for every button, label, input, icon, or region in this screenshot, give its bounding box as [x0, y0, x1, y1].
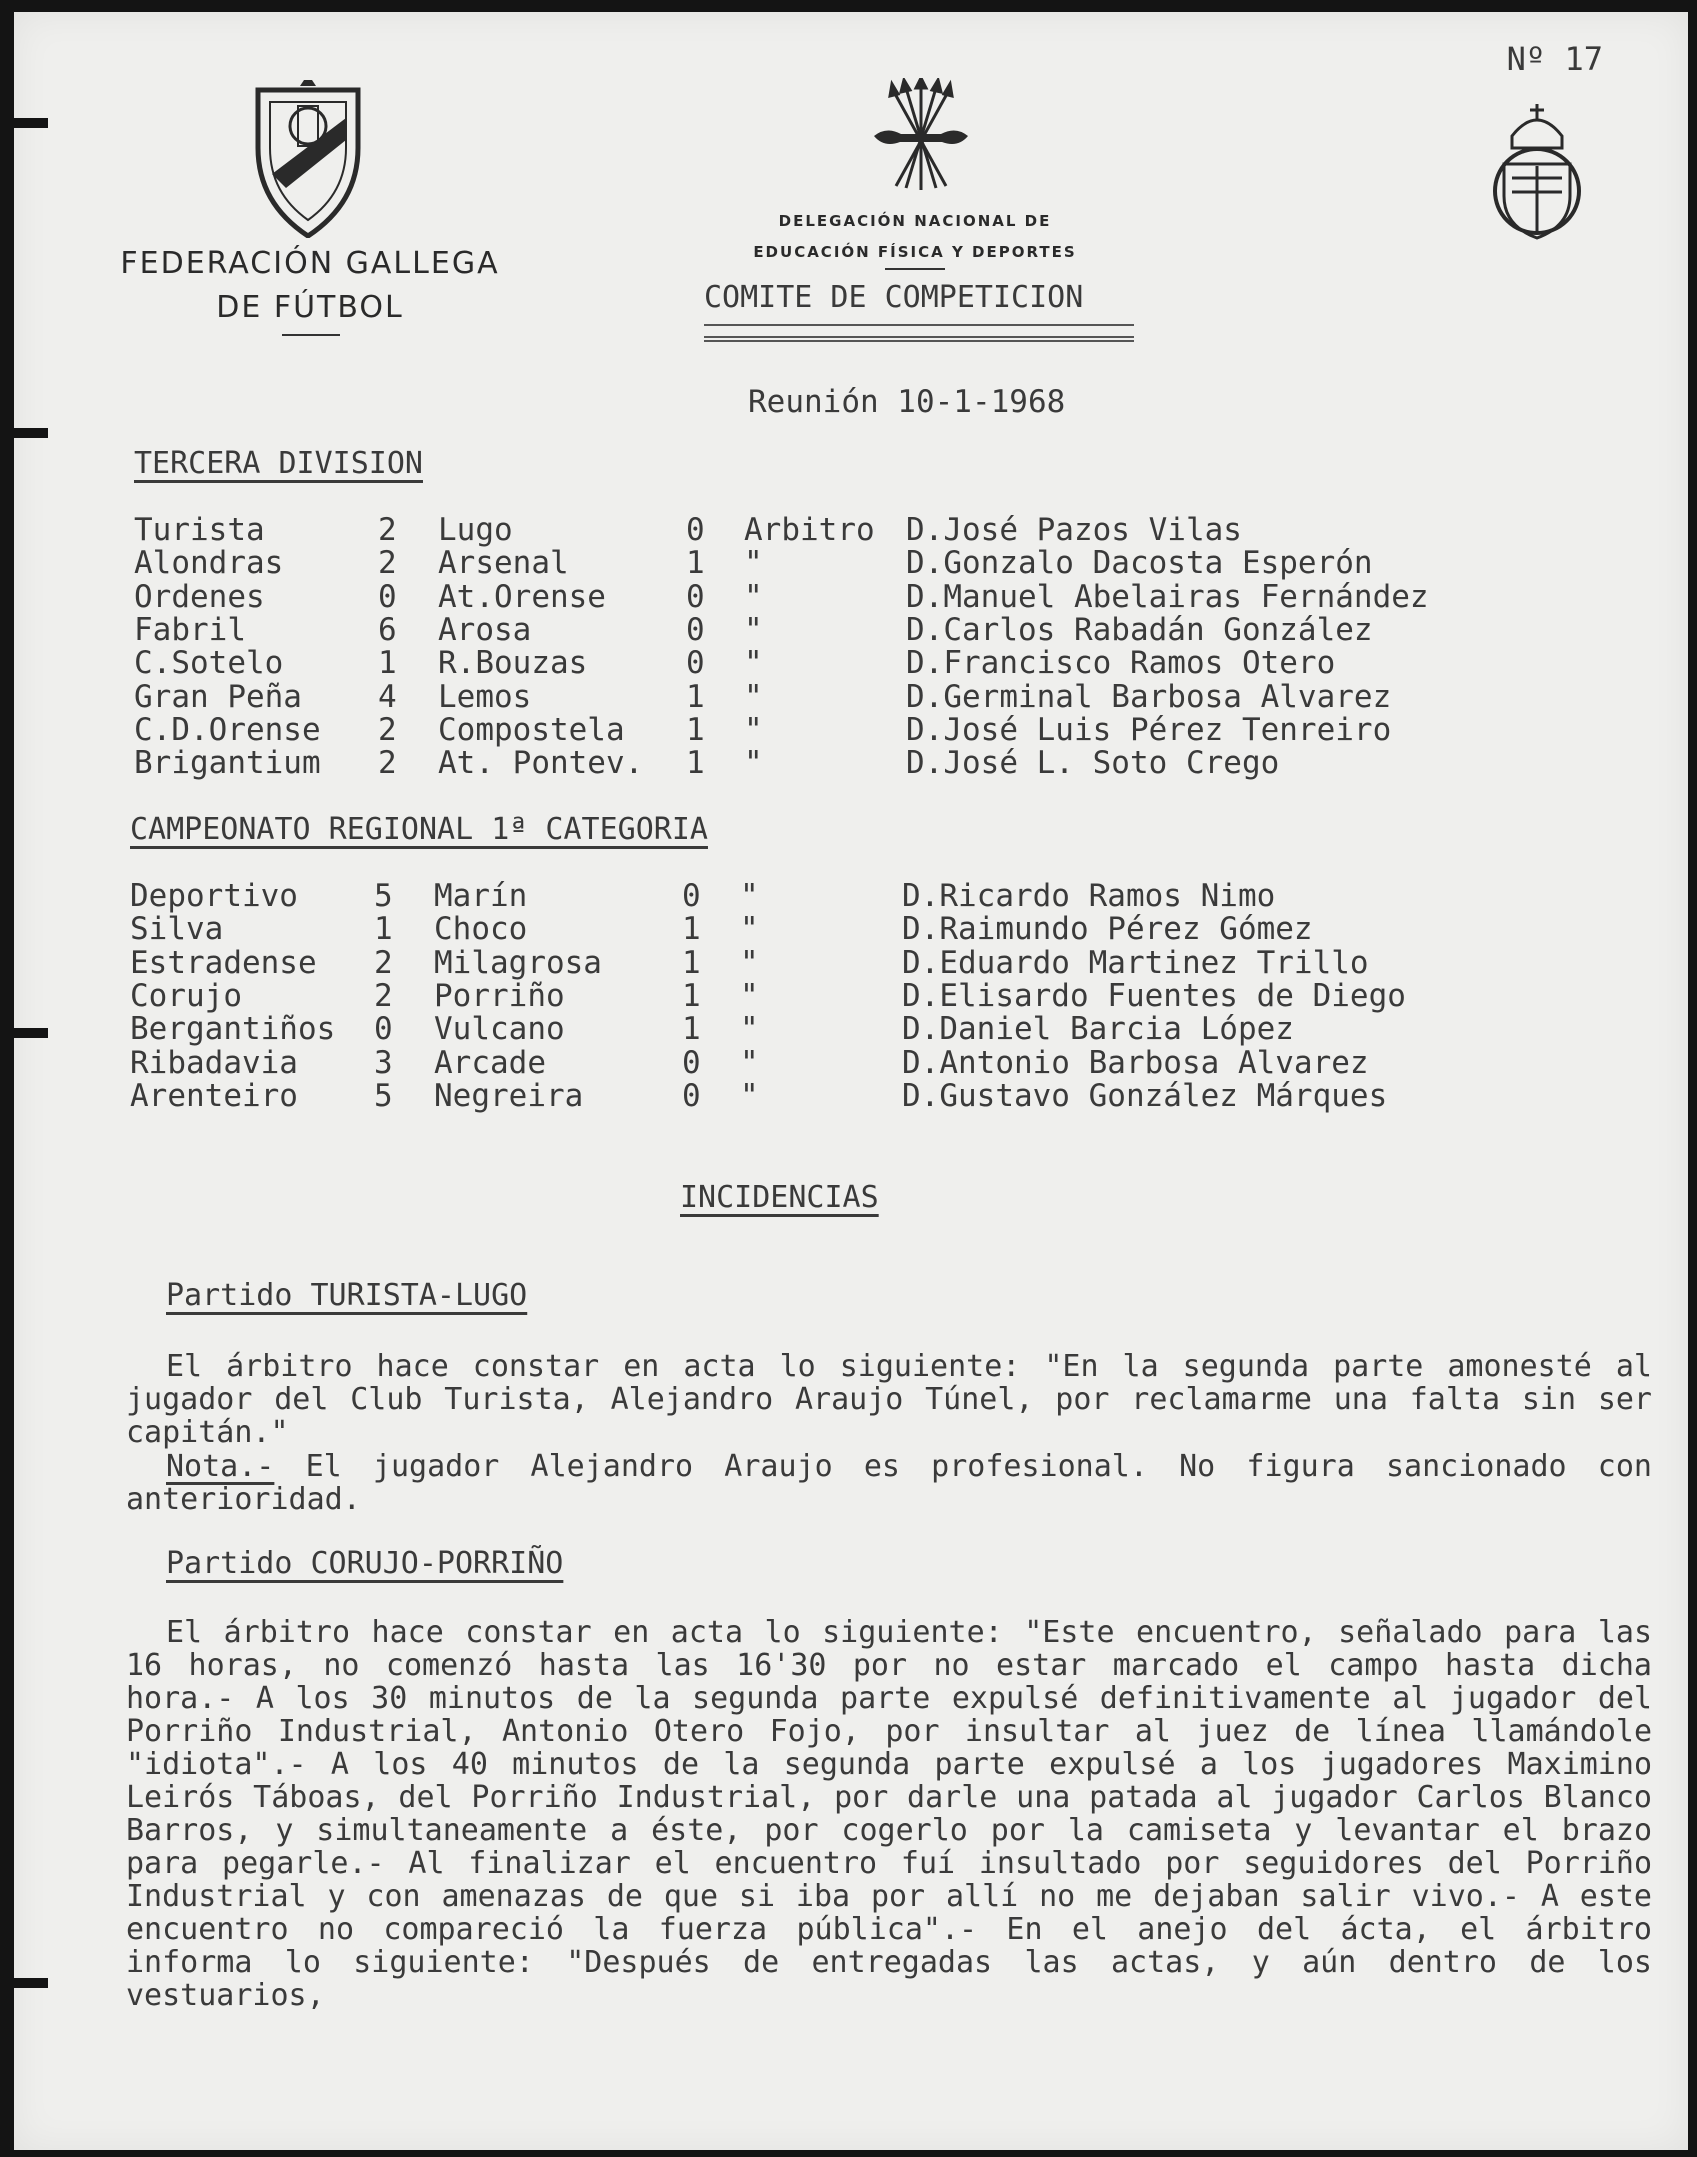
home-score: 0 — [374, 1011, 393, 1048]
result-row — [134, 545, 1534, 582]
referee-name: D.José Pazos Vilas — [906, 512, 1242, 548]
referee-name: D.Eduardo Martinez Trillo — [902, 944, 1369, 981]
result-row — [134, 578, 1534, 615]
away-score: 0 — [686, 611, 705, 648]
result-row — [130, 977, 1530, 1014]
delegacion-underline — [885, 268, 945, 270]
referee-label: " — [744, 545, 763, 582]
referee-name: D.Raimundo Pérez Gómez — [902, 911, 1313, 948]
binder-hole — [2, 1028, 48, 1038]
document-number: Nº 17 — [1506, 40, 1603, 78]
tercera-division-heading: TERCERA DIVISION — [134, 446, 423, 481]
home-team: Ordenes — [134, 578, 265, 615]
away-team: Arosa — [438, 611, 532, 648]
away-score: 1 — [686, 711, 705, 748]
result-row — [134, 678, 1534, 715]
referee-label: " — [740, 911, 759, 948]
referee-name: D.Elisardo Fuentes de Diego — [902, 977, 1406, 1014]
home-score: 1 — [378, 645, 397, 682]
away-score: 0 — [686, 578, 705, 615]
away-score: 1 — [686, 678, 705, 715]
referee-label: " — [740, 878, 759, 914]
federation-name-line2: DE FÚTBOL — [216, 290, 404, 325]
result-row — [134, 711, 1534, 748]
note-label: Nota.- — [166, 1449, 275, 1484]
home-team: C.Sotelo — [134, 645, 284, 682]
home-team: Gran Peña — [134, 678, 302, 715]
match2-report: El árbitro hace constar en acta lo siguiente: "Este encuentro, señalado para las 16 horas, no comenzó hasta las 16'30 por no estar marcado el campo hasta dicha hora.- A los 30 minutos de la segunda parte expulsé definitivamente al jugador del Porriño Industrial, Antonio Otero Fojo, por insultar al juez de línea llamándole "idiota".- A los 40 minutos de la segunda parte expulsé a los jugadores Maximino Leirós Táboas, del Porriño Industrial, por darle una patada al jugador Carlos Blanco Barros, y simultaneamente a éste, por cogerlo por la camiseta y levantar el brazo para pegarle.- Al finalizar el encuentro fuí insultado por seguidores del Porriño Industrial y con amenazas de que si iba por allí no me dejaban salir vivo.- A este encuentro no compareció la fuerza pública".- En el anejo del ácta, el árbitro informa lo siguiente: "Después de entregadas las actas, y aún dentro de los vestuarios, — [126, 1615, 1652, 2013]
home-score: 2 — [378, 545, 397, 582]
home-team: Ribadavia — [130, 1044, 298, 1081]
referee-label: " — [744, 711, 763, 748]
referee-name: D.Daniel Barcia López — [902, 1011, 1294, 1048]
referee-label: Arbitro — [744, 512, 875, 548]
binder-hole — [2, 1978, 48, 1988]
binder-hole — [2, 428, 48, 438]
result-row — [130, 878, 1530, 914]
away-team: At. Pontev. — [438, 745, 644, 782]
referee-name: D.José L. Soto Crego — [906, 745, 1280, 782]
home-team: C.D.Orense — [134, 711, 321, 748]
away-team: Milagrosa — [434, 944, 602, 981]
away-team: Compostela — [438, 711, 625, 748]
referee-label: " — [740, 944, 759, 981]
binder-hole — [2, 118, 48, 128]
away-score: 1 — [682, 911, 701, 948]
referee-label: " — [744, 578, 763, 615]
note-text: El jugador Alejandro Araujo es profesional. No figura sancionado con anterioridad. — [126, 1449, 1652, 1517]
home-score: 2 — [374, 944, 393, 981]
away-team: R.Bouzas — [438, 645, 588, 682]
away-score: 1 — [686, 545, 705, 582]
home-score: 5 — [374, 878, 393, 914]
home-score: 4 — [378, 678, 397, 715]
result-row — [134, 645, 1534, 682]
home-team: Fabril — [134, 611, 246, 648]
home-score: 3 — [374, 1044, 393, 1081]
referee-name: D.Ricardo Ramos Nimo — [902, 878, 1276, 914]
away-team: Marín — [434, 878, 528, 914]
referee-label: " — [740, 1011, 759, 1048]
home-team: Corujo — [130, 977, 242, 1014]
away-team: At.Orense — [438, 578, 606, 615]
committee-underline-extra — [704, 340, 1134, 342]
home-team: Alondras — [134, 545, 284, 582]
away-team: Porriño — [434, 977, 565, 1014]
home-team: Deportivo — [130, 878, 298, 914]
home-score: 0 — [378, 578, 397, 615]
referee-name: D.Gustavo González Márques — [902, 1077, 1388, 1114]
referee-label: " — [740, 977, 759, 1014]
result-row — [130, 911, 1530, 948]
away-team: Vulcano — [434, 1011, 565, 1048]
federation-name — [100, 242, 520, 330]
referee-name: D.Germinal Barbosa Alvarez — [906, 678, 1392, 715]
federation-underline — [282, 334, 340, 336]
referee-name: D.Gonzalo Dacosta Esperón — [906, 545, 1373, 582]
away-team: Arsenal — [438, 545, 569, 582]
referee-label: " — [744, 645, 763, 682]
regional-heading: CAMPEONATO REGIONAL 1ª CATEGORIA — [130, 812, 708, 847]
match1-note — [126, 1450, 1652, 1516]
delegacion-line1: DELEGACIÓN NACIONAL DE — [778, 212, 1052, 230]
home-team: Arenteiro — [130, 1077, 298, 1114]
home-score: 2 — [378, 512, 397, 548]
referee-name: D.Manuel Abelairas Fernández — [906, 578, 1429, 615]
referee-name: D.José Luis Pérez Tenreiro — [906, 711, 1392, 748]
away-team: Negreira — [434, 1077, 584, 1114]
away-team: Arcade — [434, 1044, 546, 1081]
incidencias-heading: INCIDENCIAS — [680, 1180, 879, 1215]
federation-crest-logo — [250, 78, 366, 238]
away-team: Lugo — [438, 512, 513, 548]
referee-name: D.Carlos Rabadán González — [906, 611, 1373, 648]
referee-label: " — [744, 611, 763, 648]
match1-heading: Partido TURISTA-LUGO — [166, 1278, 528, 1313]
away-score: 1 — [682, 944, 701, 981]
committee-title: COMITE DE COMPETICION — [704, 280, 1084, 315]
match1-report: El árbitro hace constar en acta lo siguiente: "En la segunda parte amonesté al jugador del Club Turista, Alejandro Araujo Túnel, por reclamarme una falta sin ser capitán." — [126, 1349, 1652, 1450]
away-team: Choco — [434, 911, 528, 948]
yoke-arrows-emblem — [866, 78, 976, 198]
away-score: 0 — [682, 1077, 701, 1114]
home-score: 2 — [378, 745, 397, 782]
meeting-date: Reunión 10-1-1968 — [748, 384, 1066, 420]
referee-label: " — [740, 1044, 759, 1081]
away-score: 0 — [682, 1044, 701, 1081]
home-team: Brigantium — [134, 745, 321, 782]
away-score: 0 — [686, 645, 705, 682]
home-team: Silva — [130, 911, 224, 948]
committee-double-underline — [704, 324, 1134, 338]
away-score: 0 — [686, 512, 705, 548]
result-row — [134, 611, 1534, 648]
home-team: Bergantiños — [130, 1011, 336, 1048]
home-team: Estradense — [130, 944, 317, 981]
referee-label: " — [744, 745, 763, 782]
home-score: 2 — [374, 977, 393, 1014]
away-score: 1 — [682, 1011, 701, 1048]
result-row — [134, 745, 1534, 782]
home-score: 5 — [374, 1077, 393, 1114]
away-score: 1 — [686, 745, 705, 782]
home-score: 6 — [378, 611, 397, 648]
away-score: 1 — [682, 977, 701, 1014]
result-row — [130, 944, 1530, 981]
away-score: 0 — [682, 878, 701, 914]
result-row — [130, 1077, 1530, 1114]
referee-label: " — [744, 678, 763, 715]
home-score: 1 — [374, 911, 393, 948]
referee-name: D.Francisco Ramos Otero — [906, 645, 1336, 682]
home-score: 2 — [378, 711, 397, 748]
result-row — [134, 512, 1534, 548]
referee-name: D.Antonio Barbosa Alvarez — [902, 1044, 1369, 1081]
result-row — [130, 1044, 1530, 1081]
delegacion-line2: EDUCACIÓN FÍSICA Y DEPORTES — [753, 243, 1077, 261]
home-team: Turista — [134, 512, 265, 548]
delegacion-nacional — [680, 206, 1150, 268]
result-row — [130, 1011, 1530, 1048]
federation-name-line1: FEDERACIÓN GALLEGA — [120, 246, 500, 281]
rfef-crown-crest-logo — [1482, 96, 1592, 246]
match2-heading: Partido CORUJO-PORRIÑO — [166, 1546, 564, 1581]
referee-label: " — [740, 1077, 759, 1114]
away-team: Lemos — [438, 678, 532, 715]
